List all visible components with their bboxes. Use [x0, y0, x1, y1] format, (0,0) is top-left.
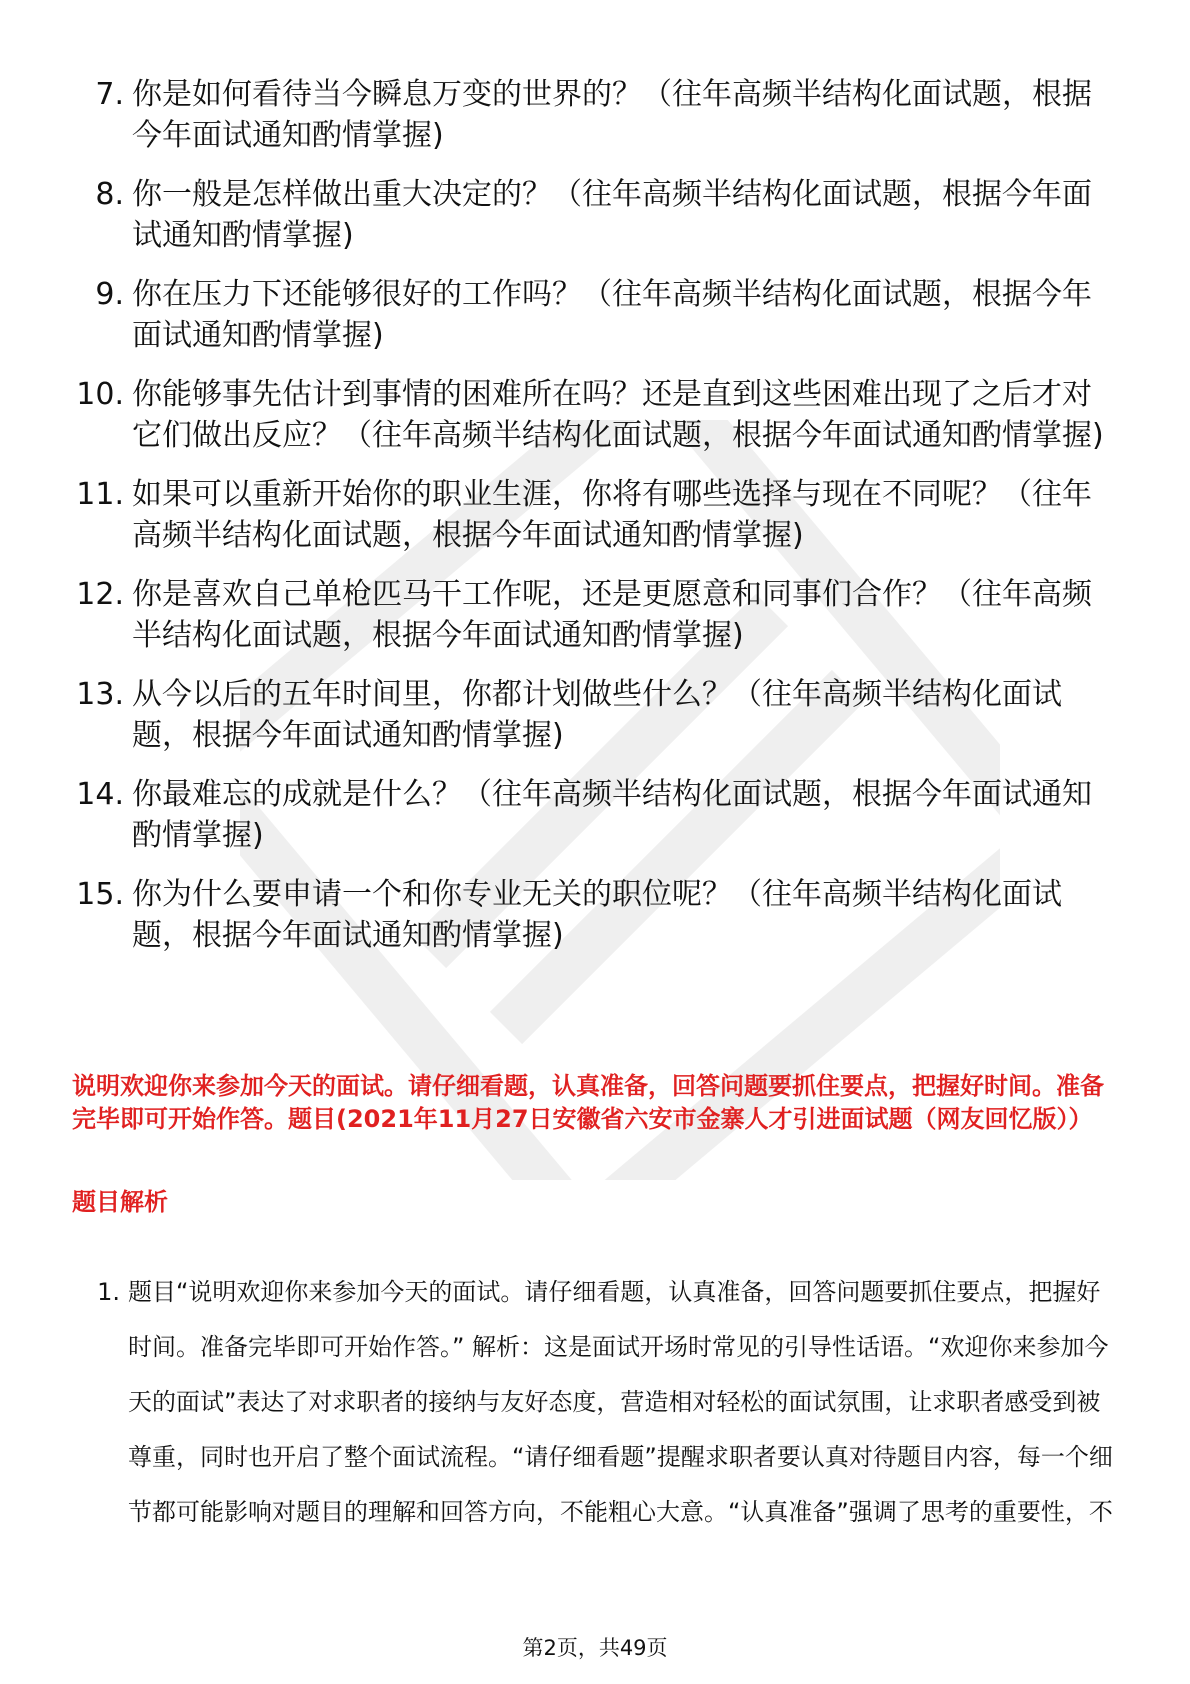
analysis-number: 1.: [97, 1278, 120, 1306]
interview-note: 说明欢迎你来参加今天的面试。请仔细看题，认真准备，回答问题要抓住要点，把握好时间。准备完毕即可开始作答。题目(2021年11月27日安徽省六安市金寨人才引进面试题（网友回忆版））: [72, 1072, 1104, 1133]
page-footer: 第2页，共49页: [522, 1636, 668, 1660]
question-item: [52, 474, 1112, 556]
question-text: 你最难忘的成就是什么？（往年高频半结构化面试题，根据今年面试通知酌情掌握): [132, 777, 1092, 853]
question-text: 你是喜欢自己单枪匹马干工作呢，还是更愿意和同事们合作？（往年高频半结构化面试题，根据今年面试通知酌情掌握): [132, 577, 1092, 653]
question-text: 你在压力下还能够很好的工作吗？（往年高频半结构化面试题，根据今年面试通知酌情掌握): [132, 277, 1092, 353]
question-text: 你为什么要申请一个和你专业无关的职位呢？（往年高频半结构化面试题，根据今年面试通知酌情掌握): [132, 877, 1062, 953]
analysis-text: 题目“说明欢迎你来参加今天的面试。请仔细看题，认真准备，回答问题要抓住要点，把握好时间。准备完毕即可开始作答。” 解析：这是面试开场时常见的引导性话语。“欢迎你来参加今天的面试”表达了对求职者的接纳与友好态度，营造相对轻松的面试氛围，让求职者感受到被尊重，同时也开启了整个面试流程。“请仔细看题”提醒求职者要认真对待题目内容，每一个细节都可能影响对题目的理解和回答方向，不能粗心大意。“认真准备”强调了思考的重要性，不: [128, 1278, 1113, 1526]
question-text: 你是如何看待当今瞬息万变的世界的？（往年高频半结构化面试题，根据今年面试通知酌情掌握): [132, 77, 1092, 153]
question-number: 8.: [95, 177, 124, 212]
question-item: [52, 274, 1112, 356]
question-text: 从今以后的五年时间里，你都计划做些什么？（往年高频半结构化面试题，根据今年面试通知酌情掌握): [132, 677, 1062, 753]
question-number: 9.: [95, 277, 124, 312]
question-text: 你一般是怎样做出重大决定的？（往年高频半结构化面试题，根据今年面试通知酌情掌握): [132, 177, 1092, 253]
question-number: 12.: [76, 577, 124, 612]
analysis-item: [80, 1265, 1120, 1540]
question-number: 10.: [76, 377, 124, 412]
question-number: 15.: [76, 877, 124, 912]
question-number: 13.: [76, 677, 124, 712]
question-item: [52, 174, 1112, 256]
question-number: 7.: [95, 77, 124, 112]
question-item: [52, 374, 1112, 456]
question-text: 如果可以重新开始你的职业生涯，你将有哪些选择与现在不同呢？（往年高频半结构化面试题，根据今年面试通知酌情掌握): [132, 477, 1092, 553]
question-item: [52, 874, 1112, 956]
question-item: [52, 674, 1112, 756]
question-number: 14.: [76, 777, 124, 812]
question-list: [52, 74, 1112, 974]
section-title: 题目解析: [72, 1188, 168, 1216]
question-item: [52, 774, 1112, 856]
question-number: 11.: [76, 477, 124, 512]
question-item: [52, 574, 1112, 656]
question-item: [52, 74, 1112, 156]
question-text: 你能够事先估计到事情的困难所在吗？还是直到这些困难出现了之后才对它们做出反应？（往年高频半结构化面试题，根据今年面试通知酌情掌握): [132, 377, 1104, 453]
